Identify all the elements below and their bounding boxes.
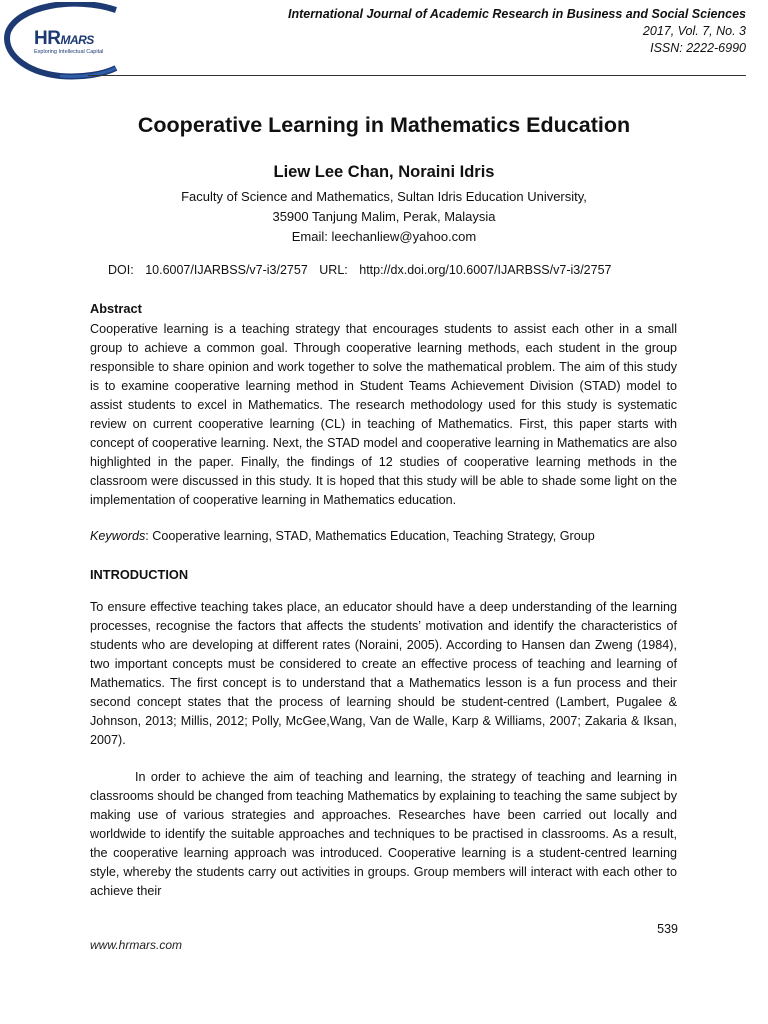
keywords-label: Keywords <box>90 529 146 543</box>
url-label: URL: <box>319 263 348 277</box>
affiliation-line-2: 35900 Tanjung Malim, Perak, Malaysia <box>272 209 496 224</box>
doi-value[interactable]: 10.6007/IJARBSS/v7-i3/2757 <box>145 263 308 277</box>
introduction-paragraph-2: In order to achieve the aim of teaching and learning, the strategy of teaching and learning in classrooms should be changed from teaching Mathematics by explaining to teaching the same subject by making use of various strategies and approaches. Researches have been carried out locally and worldwide to identify the suitable approaches and techniques to be practised in classrooms. As a result, the cooperative learning approach was introduced. Cooperative learning is a student-centred learning style, whereby the students carry out activities in groups. Group members will interact with each other to achieve their <box>90 770 677 898</box>
logo-wordmark: HRMARS <box>34 28 94 49</box>
author-email[interactable]: Email: leechanliew@yahoo.com <box>291 229 477 244</box>
journal-name: International Journal of Academic Research in Business and Social Sciences <box>287 7 746 21</box>
introduction-paragraph-1: To ensure effective teaching takes place, an educator should have a deep understanding of the learning processes, recognise the factors that affects the students’ motivation and identify the characteristics of students who are developing at different rates (Noraini, 2005). According to Hansen dan Zweng (1984), two important concepts must be considered to create an effective process of teaching and learning of Mathematics. The first concept is to understand that a Mathematics lesson is a fun process and their second concept states that the process of learning should be student-centred (Lambert, Pugalee & Johnson, 2013; Millis, 2012; Polly, McGee,Wang, Van de Walle, Karp & Williams, 2007; Zakaria & Iksan, 2007). <box>90 600 677 747</box>
footer-website[interactable]: www.hrmars.com <box>90 938 183 952</box>
journal-header <box>288 6 746 57</box>
paper-title: Cooperative Learning in Mathematics Education <box>137 113 631 137</box>
journal-issn: ISSN: 2222-6990 <box>650 41 746 55</box>
abstract-text: Cooperative learning is a teaching strategy that encourages students to assist each other in a small group to achieve a common goal. Through cooperative learning methods, each student in the group responsible to share opinion and work together to solve the mathematical problem. The aim of this study is to examine cooperative learning method in Student Teams Achievement Division (STAD) model to assist students to excel in Mathematics. The research methodology used for this study is systematic review on current cooperative learning (CL) in teaching of Mathematics. First, this paper starts with concept of cooperative learning. Next, the STAD model and cooperative learning in Mathematics are also highlighted in the paper. Finally, the findings of 12 studies of cooperative learning methods in the classroom were discussed in this study. It is hoped that this study will be able to shade some light on the implementation of cooperative learning in Mathematics education. <box>90 322 677 507</box>
introduction-heading: INTRODUCTION <box>90 567 189 582</box>
doi-line <box>108 263 620 277</box>
affiliation-line-1: Faculty of Science and Mathematics, Sultan Idris Education University, <box>181 189 587 204</box>
keywords-list: : Cooperative learning, STAD, Mathematics Education, Teaching Strategy, Group <box>145 529 595 543</box>
hrmars-logo <box>4 2 120 80</box>
journal-volume: 2017, Vol. 7, No. 3 <box>642 24 746 38</box>
abstract-heading: Abstract <box>90 301 142 316</box>
logo-tagline: Exploring Intellectual Capital <box>34 49 104 55</box>
header-divider <box>88 75 746 76</box>
paper-authors: Liew Lee Chan, Noraini Idris <box>273 163 495 181</box>
keywords-line <box>90 529 595 543</box>
doi-label: DOI: <box>108 263 134 277</box>
author-affiliation <box>0 187 768 247</box>
page-number: 539 <box>657 922 678 936</box>
url-link[interactable]: http://dx.doi.org/10.6007/IJARBSS/v7-i3/2757 <box>359 263 612 277</box>
